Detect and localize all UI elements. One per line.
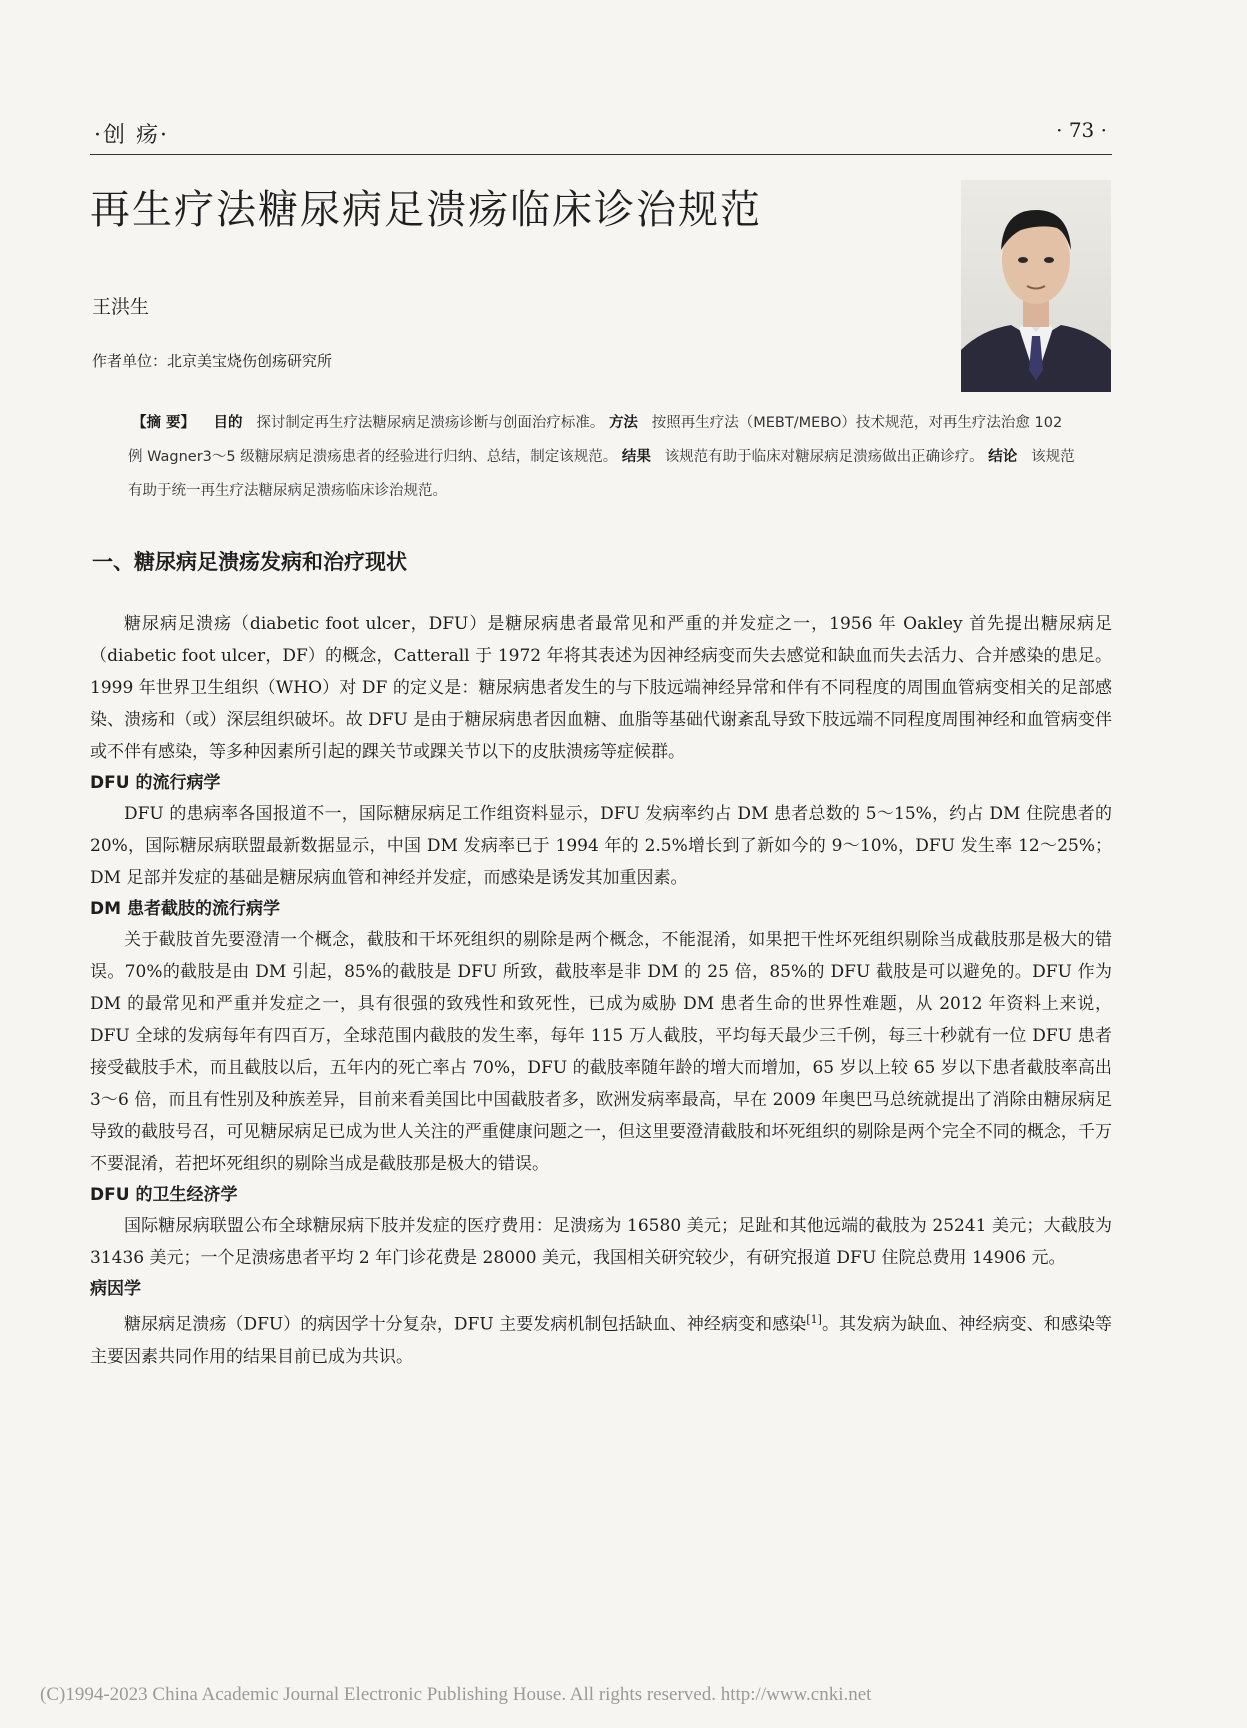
method-text: 按照再生疗法（MEBT/MEBO）技术规范，对再生疗法治愈 102 例 Wagner3～5 级糖尿病足溃疡患者的经验进行归纳、总结，制定该规范。 <box>128 415 1063 465</box>
copyright-footer: (C)1994-2023 China Academic Journal Electronic Publishing House. All rights reserved. http://www.cnki.net <box>40 1684 872 1705</box>
subsection-heading-etiology: 病因学 <box>90 1279 141 1299</box>
author-affiliation: 作者单位：北京美宝烧伤创疡研究所 <box>92 352 333 370</box>
running-header-section: ·创 疡· <box>94 123 169 148</box>
conclusion-label: 结论 <box>988 449 1018 465</box>
etiology-paragraph <box>90 1304 1112 1373</box>
article-body <box>90 542 1112 1373</box>
epidemiology-paragraph: DFU 的患病率各国报道不一，国际糖尿病足工作组资料显示，DFU 发病率约占 DM 患者总数的 5～15%，约占 DM 住院患者的 20%，国际糖尿病联盟最新数据显示，中国 DM 发病率已于 1994 年的 2.5%增长到了新如今的 9～10%，DFU 发生率 12～25%；DM 足部并发症的基础是糖尿病血管和神经并发症，而感染是诱发其加重因素。 <box>90 804 1112 888</box>
subsection-heading-amputation: DM 患者截肢的流行病学 <box>90 899 280 919</box>
abstract-label: 【摘 要】 <box>132 415 196 431</box>
intro-paragraph: 糖尿病足溃疡（diabetic foot ulcer，DFU）是糖尿病患者最常见和严重的并发症之一，1956 年 Oakley 首先提出糖尿病足（diabetic foot ulcer，DF）的概念，Catterall 于 1972 年将其表述为因神经病变而失去感觉和缺血而失去活力、合并感染的患足。1999 年世界卫生组织（WHO）对 DF 的定义是：糖尿病患者发生的与下肢远端神经异常和伴有不同程度的周围血管病变相关的足部感染、溃疡和（或）深层组织破坏。故 DFU 是由于糖尿病患者因血糖、血脂等基础代谢紊乱导致下肢远端不同程度周围神经和血管病变伴或不伴有感染，等多种因素所引起的踝关节或踝关节以下的皮肤溃疡等症候群。 <box>90 614 1112 762</box>
subsection-heading-economics: DFU 的卫生经济学 <box>90 1185 238 1205</box>
objective-text: 探讨制定再生疗法糖尿病足溃疡诊断与创面治疗标准。 <box>256 415 605 431</box>
citation-ref[interactable]: [1] <box>806 1313 822 1326</box>
subsection-heading-epidemiology: DFU 的流行病学 <box>90 773 221 793</box>
abstract <box>128 406 1078 508</box>
portrait-illustration <box>961 180 1111 392</box>
result-text: 该规范有助于临床对糖尿病足溃疡做出正确诊疗。 <box>664 449 984 465</box>
page-number: · 73 · <box>1056 118 1107 142</box>
author-photo <box>961 180 1111 392</box>
conclusion-text: 该规范有助于统一再生疗法糖尿病足溃疡临床诊治规范。 <box>128 449 1075 499</box>
header-rule <box>90 154 1112 155</box>
etiology-text-b: 。其发病为缺血、神经病变、和感染等主要因素共同作用的结果目前已成为共识。 <box>90 1314 1112 1367</box>
author-name: 王洪生 <box>92 296 150 318</box>
result-label: 结果 <box>621 449 651 465</box>
section-heading: 一、糖尿病足溃疡发病和治疗现状 <box>92 550 407 574</box>
abstract-line <box>128 406 1078 508</box>
economics-paragraph: 国际糖尿病联盟公布全球糖尿病下肢并发症的医疗费用：足溃疡为 16580 美元；足趾和其他远端的截肢为 25241 美元；大截肢为 31436 美元；一个足溃疡患者平均 2 年门诊花费是 28000 美元，我国相关研究较少，有研究报道 DFU 住院总费用 14906 元。 <box>90 1216 1112 1268</box>
amputation-paragraph: 关于截肢首先要澄清一个概念，截肢和干坏死组织的剔除是两个概念，不能混淆，如果把干性坏死组织剔除当成截肢那是极大的错误。70%的截肢是由 DM 引起，85%的截肢是 DFU 所致，截肢率是非 DM 的 25 倍，85%的 DFU 截肢是可以避免的。DFU 作为 DM 的最常见和严重并发症之一，具有很强的致残性和致死性，已成为威胁 DM 患者生命的世界性难题，从 2012 年资料上来说，DFU 全球的发病每年有四百万，全球范围内截肢的发生率，每年 115 万人截肢，平均每天最少三千例，每三十秒就有一位 DFU 患者接受截肢手术，而且截肢以后，五年内的死亡率占 70%，DFU 的截肢率随年龄的增大而增加，65 岁以上较 65 岁以下患者截肢率高出 3～6 倍，而且有性别及种族差异，目前来看美国比中国截肢者多，欧洲发病率最高，早在 2009 年奥巴马总统就提出了消除由糖尿病足导致的截肢号召，可见糖尿病足已成为世人关注的严重健康问题之一，但这里要澄清截肢和坏死组织的剔除是两个完全不同的概念，千万不要混淆，若把坏死组织的剔除当成是截肢那是极大的错误。 <box>90 930 1112 1174</box>
etiology-text-a: 糖尿病足溃疡（DFU）的病因学十分复杂，DFU 主要发病机制包括缺血、神经病变和感染 <box>124 1314 807 1335</box>
objective-label: 目的 <box>213 415 243 431</box>
method-label: 方法 <box>608 415 638 431</box>
article-title: 再生疗法糖尿病足溃疡临床诊治规范 <box>90 187 762 233</box>
